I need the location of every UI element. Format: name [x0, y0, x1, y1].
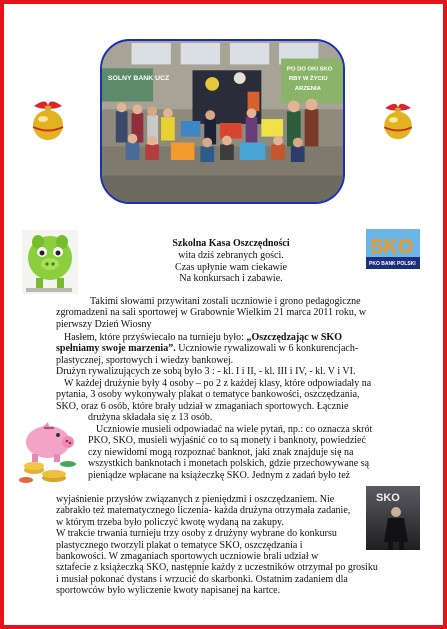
paragraph-teams — [56, 378, 371, 424]
heading-line-1: wita dziś zebranych gości. — [178, 249, 284, 261]
text-line: W każdej drużynie były 4 osoby – po 2 z każdej klasy, które odpowiadały na — [64, 378, 372, 389]
paragraph-questions — [88, 424, 372, 481]
heading-title: Szkolna Kasa Oszczędności — [172, 238, 290, 249]
text-line — [56, 332, 358, 343]
text-line: PKO, SKO, musieli wyjaśnić co to są monety i banknoty, powiedzieć — [88, 435, 366, 447]
text-line: Drużyn rywalizujących ze sobą było 3 : - kl. I i II, - kl. III i IV, - kl. V i VI. — [56, 366, 356, 378]
motto-intro: Hasłem, które przyświecało na turnieju było: — [64, 332, 247, 343]
motto-bold-1: „Oszczędzając w SKO — [246, 332, 342, 343]
text-line: bankowości. W zmaganiach sportowych uczniowie brali udział w — [56, 551, 319, 563]
text-line: sztafecie z książeczką SKO, następnie każdy z uczestników otrzymał po grosiku — [56, 562, 378, 574]
text-line: zgromadzeni na sali sportowej w Grabownie Wielkim 21 marca 2011 roku, w — [56, 307, 367, 319]
banner-right-line3: ARZENIA — [294, 85, 321, 92]
text-line: i musiał pokonać dystans i wrzucić do skarbonki. Ostatnim zadaniem dla — [56, 573, 348, 585]
text-line: Takimi słowami przywitani zostali uczniowie i grono pedagogiczne — [90, 296, 361, 307]
text-line: plastycznej, sportowych i wiedzy bankowej. — [56, 354, 234, 366]
pink-piggy-bank-icon — [18, 420, 80, 488]
text-line: plastycznego tworzyli plakat o tematyce SKO, oszczędzania i — [56, 539, 303, 551]
banner-left-text: SOLNY BANK UCZ — [107, 75, 170, 83]
text-line: wyjaśnienie przysłów związanych z pieniędzmi i oszczędzaniem. Nie — [56, 494, 335, 505]
christmas-ornament-right-icon — [376, 97, 420, 141]
group-photo — [100, 39, 345, 204]
heading-line-2: Czas upłynie wam ciekawie — [175, 261, 287, 273]
text-line: wszystkich banknotach i monetach polskich, gdzie przechowywane są — [88, 458, 370, 470]
paragraph-welcome — [56, 296, 366, 330]
text-line: pieniądze wpłacane na książeczkę SKO. Jednym z zadań było też — [88, 469, 351, 481]
banner-right-line2: RBY W ŻYCIU — [288, 76, 328, 83]
text-line: w którym trzeba było policzyć kwotę wydaną na zakupy. — [56, 516, 284, 528]
christmas-ornament-left-icon — [24, 94, 72, 142]
sko-poster-text: SKO — [376, 492, 400, 504]
sko-logo-subtext: PKO BANK POLSKI — [369, 261, 416, 267]
motto-rest: Uczniowie rywalizowali w 6 konkurencjach- — [175, 343, 359, 355]
paragraph-tasks — [56, 494, 378, 597]
heading-poem — [136, 238, 326, 285]
sko-logo-text: SKO — [370, 236, 414, 258]
text-line: sportowców było wyliczenie kwoty napisanej na kartce. — [56, 585, 281, 597]
sko-logo — [366, 229, 420, 269]
text-line: zabrakło też matematycznego liczenia- każda drużyna otrzymała zadanie, — [56, 505, 351, 517]
banner-right-line1: PO DO OKI SKO — [286, 66, 333, 73]
motto-bold-2: spełniamy swoje marzenia”. — [56, 343, 176, 355]
text-line: drużyna składała się z 13 osób. — [88, 412, 213, 424]
paragraph-motto — [56, 332, 358, 378]
text-line: czy niewidomi mogą rozpoznać banknot, jaki znak znajduje się na — [88, 446, 354, 458]
text-line: pytania, 3 osoby wykonywały plakat o tematyce bankowości, oszczędzania, — [56, 389, 360, 401]
text-line: Uczniowie musieli odpowiadać na wiele pytań, np.: co oznacza skrót — [96, 424, 373, 435]
heading-line-3: Na konkursach i zabawie. — [179, 273, 283, 285]
text-line: W trakcie trwania turnieju trzy osoby z drużyny wybrane do konkursu — [56, 528, 337, 540]
text-line: pierwszy Dzień Wiosny — [56, 318, 152, 330]
green-piggy-bank-icon — [22, 230, 78, 294]
text-line: SKO, oraz 6 osób, które brały udział w zmaganiach sportowych. Łącznie — [56, 400, 349, 412]
text-line — [56, 343, 358, 354]
